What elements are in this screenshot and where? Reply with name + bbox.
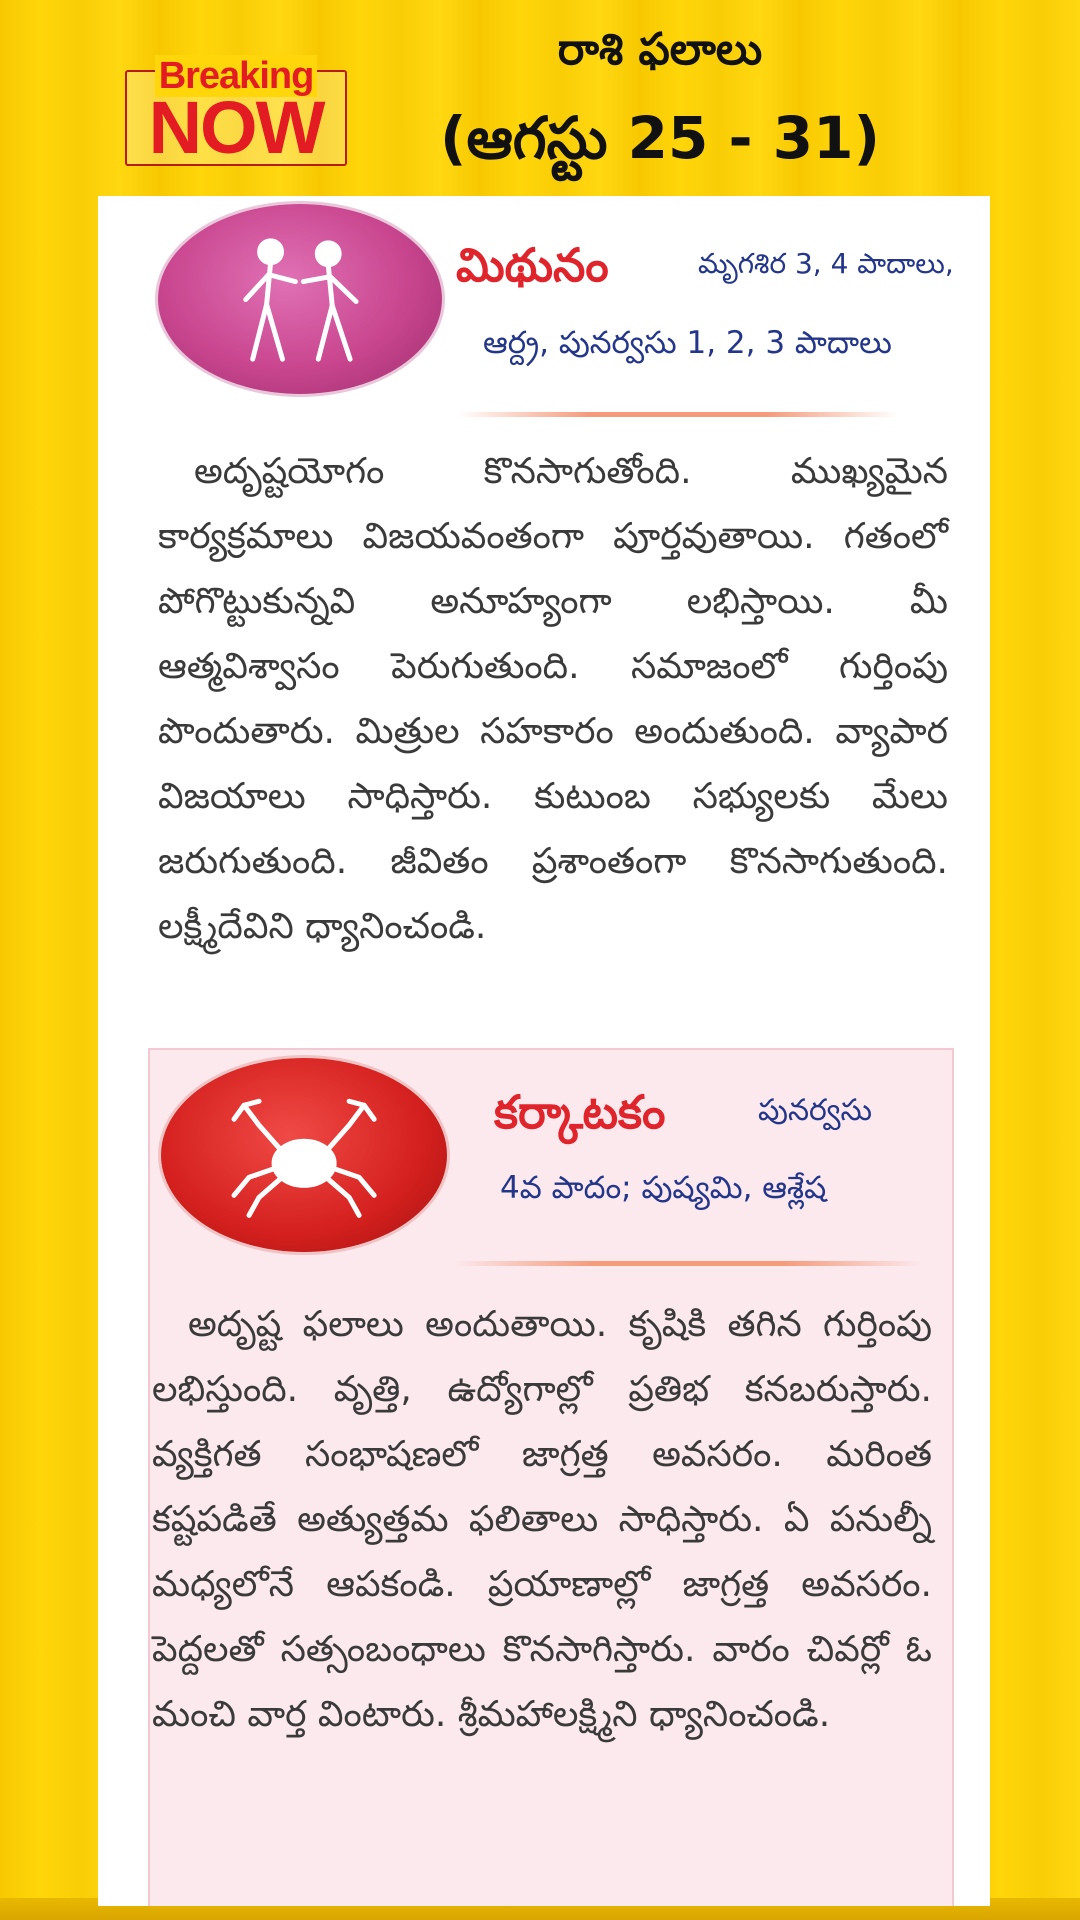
badge-breaking-text: Breaking	[155, 55, 318, 97]
breaking-now-badge	[125, 55, 347, 169]
cancer-sign-name: కర్కాటకం	[494, 1085, 666, 1139]
cancer-stars-line1: పునర్వసు	[758, 1093, 872, 1128]
cancer-icon	[161, 1058, 447, 1252]
gemini-sign-name: మిథునం	[456, 238, 609, 292]
gemini-stars-line1: మృగశిర 3, 4 పాదాలు,	[698, 247, 954, 280]
gemini-forecast: అదృష్టయోగం కొనసాగుతోంది. ముఖ్యమైన కార్యక్రమాలు విజయవంతంగా పూర్తవుతాయి. గతంలో పోగొట్టుకున్నవి అనూహ్యంగా లభిస్తాయి. మీ ఆత్మవిశ్వాసం పెరుగుతుంది. సమాజంలో గుర్తింపు పొందుతారు. మిత్రుల సహకారం అందుతుంది. వ్యాపార విజయాలు సాధిస్తారు. కుటుంబ సభ్యులకు మేలు జరుగుతుంది. జీవితం ప్రశాంతంగా కొనసాగుతుంది. లక్ష్మీదేవిని ధ్యానించండి.	[158, 451, 948, 947]
cancer-forecast: అదృష్ట ఫలాలు అందుతాయి. కృషికి తగిన గుర్తింపు లభిస్తుంది. వృత్తి, ఉద్యోగాల్లో ప్రతిభ కనబరుస్తారు. వ్యక్తిగత సంభాషణలో జాగ్రత్త అవసరం. మరింత కష్టపడితే అత్యుత్తమ ఫలితాలు సాధిస్తారు. ఏ పనుల్నీ మధ్యలోనే ఆపకండి. ప్రయాణాల్లో జాగ్రత్త అవసరం. పెద్దలతో సత్సంబంధాలు కొనసాగిస్తారు. వారం చివర్లో ఓ మంచి వార్త వింటారు. శ్రీమహాలక్ష్మిని ధ్యానించండి.	[152, 1304, 932, 1735]
cancer-divider	[453, 1261, 923, 1266]
gemini-stars-line2: ఆర్ద్ర, పునర్వసు 1, 2, 3 పాదాలు	[483, 325, 892, 361]
horoscope-card	[98, 196, 990, 1906]
badge-now-text: NOW	[148, 86, 324, 169]
date-range: (ఆగస్టు 25 - 31)	[440, 104, 880, 172]
gemini-divider	[458, 412, 898, 417]
gemini-icon	[158, 204, 442, 394]
cancer-stars-line2: 4వ పాదం; పుష్యమి, ఆశ్లేష	[500, 1170, 827, 1206]
page-title: రాశి ఫలాలు	[557, 24, 763, 75]
